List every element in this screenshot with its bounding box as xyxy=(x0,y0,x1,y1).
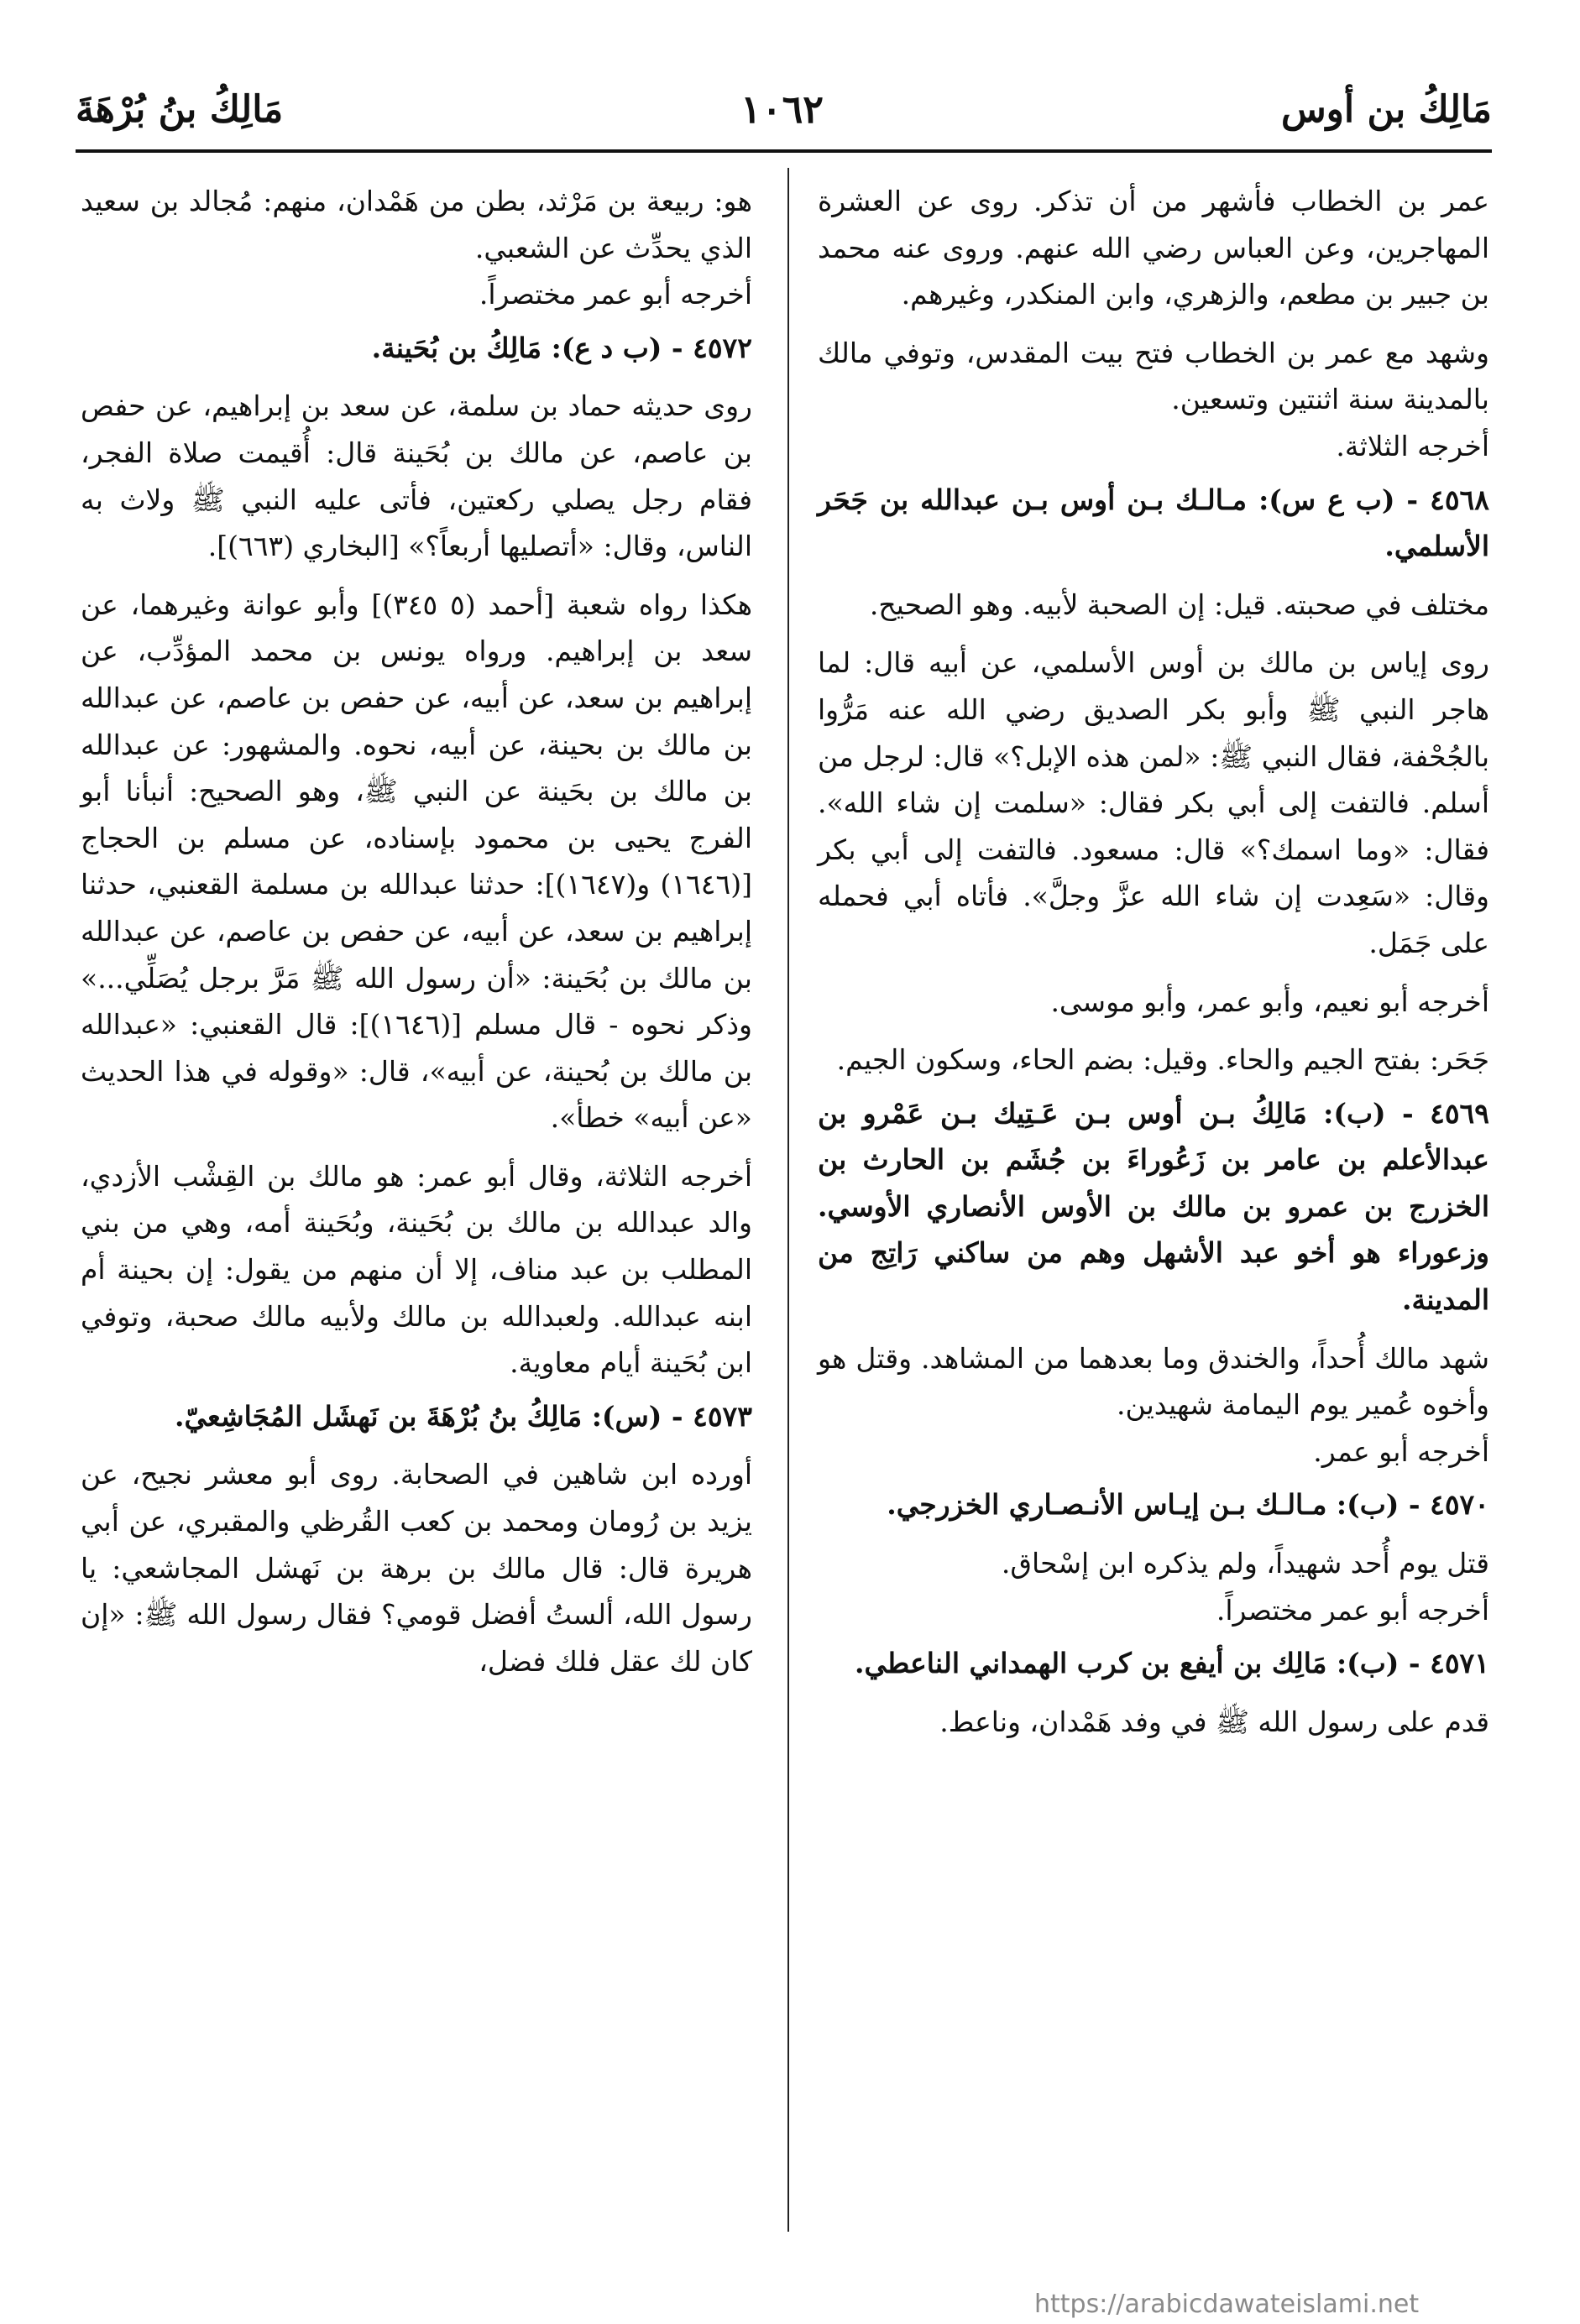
left-column xyxy=(81,178,752,1684)
paragraph: قتل يوم أُحد شهيداً، ولم يذكره ابن إسْحاق. xyxy=(1001,1547,1489,1580)
column-divider xyxy=(787,168,789,2232)
paragraph: هو: ربيعة بن مَرْثد، بطن من هَمْدان، منهم: مُجالد بن سعيد الذي يحدِّث عن الشعبي. xyxy=(81,185,752,264)
paragraph: مختلف في صحبته. قيل: إن الصحبة لأبيه. وهو الصحيح. xyxy=(869,588,1489,621)
entry-heading: ٤٥٦٩ - (ب): مَالِكُ بـن أوس بـن عَـتِيك بـن عَمْرو بن عبدالأعلم بن عامر بن زَعُوراءَ بن جُشَم بن الحارث بن الخزرج بن عمرو بن مالك بن الأوس الأنصاري الأوسي. وزعوراء هو أخو عبد الأشهل وهم من ساكني رَاتِج من المدينة. xyxy=(818,1096,1489,1317)
paragraph: أورده ابن شاهين في الصحابة. روى أبو معشر نجيح، عن يزيد بن رُومان ومحمد بن كعب القُرظي والمقبري، عن أبي هريرة قال: قال مالك بن برهة بن نَهشل المجاشعي: يا رسول الله، ألستُ أفضل قومي؟ فقال رسول الله ﷺ: «إن كان لك عقل فلك فضل، xyxy=(81,1458,752,1678)
paragraph: روى إياس بن مالك بن أوس الأسلمي، عن أبيه قال: لما هاجر النبي ﷺ وأبو بكر الصديق رضي الله عنه مَرُّوا بالجُحْفة، فقال النبي ﷺ: «لمن هذه الإبل؟» قال: لرجل من أسلم. فالتفت إلى أبي بكر فقال: «سلمت إن شاء الله». فقال: «وما اسمك؟» قال: مسعود. فالتفت إلى أبي بكر وقال: «سَعِدت إن شاء الله عزَّ وجلَّ». فأتاه أبي فحمله على جَمَل. xyxy=(818,646,1489,959)
paragraph: شهد مالك أُحداً، والخندق وما بعدهما من المشاهد. وقتل هو وأخوه عُمير يوم اليمامة شهيدين. xyxy=(818,1341,1489,1422)
paragraph: روى حديثه حماد بن سلمة، عن سعد بن إبراهيم، عن حفص بن عاصم، عن مالك بن بُحَينة قال: أُقيمت صلاة الفجر، فقام رجل يصلي ركعتين، فأتى عليه النبي ﷺ ولاث به الناس، وقال: «أتصليها أربعاً؟» [البخاري (٦٦٣)]. xyxy=(81,389,752,563)
paragraph: أخرجه أبو نعيم، وأبو عمر، وأبو موسى. xyxy=(1050,984,1489,1018)
header-rule xyxy=(76,149,1492,153)
entry-heading: ٤٥٧٣ - (س): مَالِكُ بنُ بُرْهَةَ بن نَهشَل المُجَاشِعيّ. xyxy=(175,1399,752,1433)
paragraph: أخرجه الثلاثة، وقال أبو عمر: هو مالك بن القِشْب الأزدي، والد عبدالله بن مالك بن بُحَينة، وبُحَينة أمه، وهي من بني المطلب بن عبد مناف، إلا أن منهم من يقول: إن بحينة أم ابنه عبدالله. ولعبدالله بن مالك ولأبيه مالك صحبة، وتوفي ابن بُحَينة أيام معاوية. xyxy=(81,1159,753,1380)
entry-heading: ٤٥٧٠ - (ب): مـالـك بـن إيـاس الأنـصـاري الخزرجي. xyxy=(887,1488,1489,1522)
paragraph: أخرجه أبو عمر. xyxy=(1313,1434,1489,1468)
paragraph: قدم على رسول الله ﷺ في وفد هَمْدان، وناعط. xyxy=(939,1705,1489,1738)
header-left-title: مَالِكُ بنُ بُرْهَةَ xyxy=(76,87,284,131)
paragraph: هكذا رواه شعبة [أحمد (٥ ٣٤٥)] وأبو عوانة وغيرهما، عن سعد بن إبراهيم. ورواه يونس بن محمد المؤدِّب، عن إبراهيم بن سعد، عن أبيه، عن حفص بن عاصم، عن عبدالله بن مالك بن بحينة، عن أبيه، نحوه. والمشهور: عن عبدالله بن مالك بن بحَينة عن النبي ﷺ، وهو الصحيح: أنبأنا أبو الفرج يحيى بن محمود بإسناده، عن مسلم بن الحجاج [(١٦٤٦) و(١٦٤٧)]: حدثنا عبدالله بن مسلمة القعنبي، حدثنا إبراهيم بن سعد، عن أبيه، عن حفص بن عاصم، عن عبدالله بن مالك بن بُحَينة: «أن رسول الله ﷺ مَرَّ برجل يُصَلِّي...» وذكر نحوه - قال مسلم [(١٦٤٦)]: قال القعنبي: «عبدالله بن مالك بن بُحينة، عن أبيه»، قال: «وقوله في هذا الحديث «عن أبيه» خطأ». xyxy=(81,588,753,1135)
entry-heading: ٤٥٦٨ - (ب ع س): مـالـك بـن أوس بـن عبدالله بن جَحَر الأسلمي. xyxy=(818,483,1489,563)
paragraph: جَحَر: بفتح الجيم والحاء. وقيل: بضم الحاء، وسكون الجيم. xyxy=(836,1043,1489,1077)
paragraph: أخرجه أبو عمر مختصراً. xyxy=(479,278,752,311)
entry-heading: ٤٥٧٢ - (ب د ع): مَالِكُ بن بُحَينة. xyxy=(371,331,752,364)
right-column xyxy=(818,178,1489,1745)
paragraph: عمر بن الخطاب فأشهر من أن تذكر. روى عن العشرة المهاجرين، وعن العباس رضي الله عنهم. وروى عنه محمد بن جبير بن مطعم، والزهري، وابن المنكدر، وغيرهم. xyxy=(818,185,1489,311)
page-header xyxy=(76,82,1492,136)
header-right-title: مَالِكُ بن أوس xyxy=(1280,87,1492,131)
page-number: ١٠٦٢ xyxy=(740,86,824,132)
entry-heading: ٤٥٧١ - (ب): مَالِك بن أيفع بن كرب الهمداني الناعطي. xyxy=(855,1647,1489,1680)
paragraph: أخرجه الثلاثة. xyxy=(1336,429,1489,462)
source-watermark: https://arabicdawateislami.net xyxy=(1034,2290,1420,2319)
paragraph: وشهد مع عمر بن الخطاب فتح بيت المقدس، وتوفي مالك بالمدينة سنة اثنتين وتسعين. xyxy=(818,336,1489,416)
paragraph: أخرجه أبو عمر مختصراً. xyxy=(1216,1593,1489,1627)
